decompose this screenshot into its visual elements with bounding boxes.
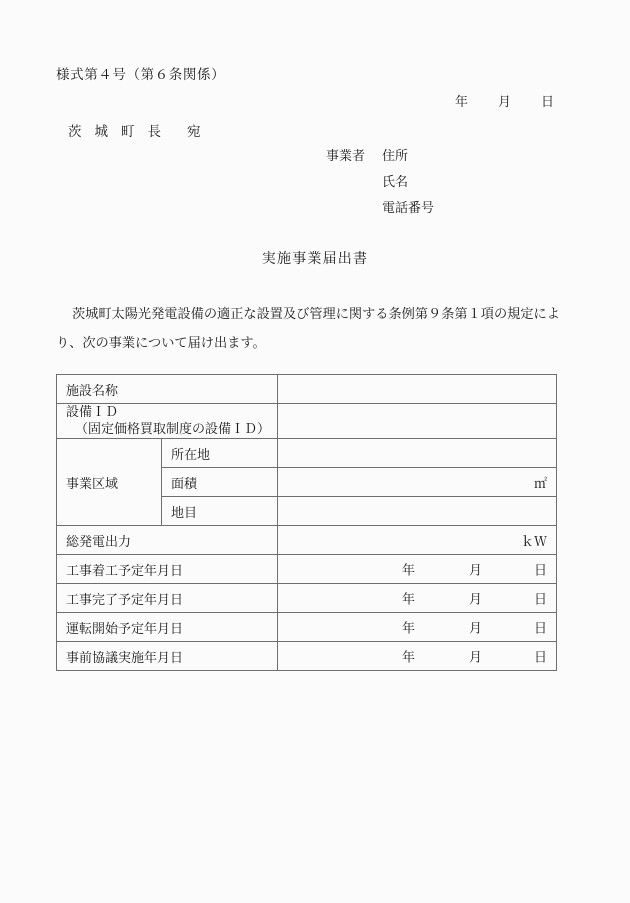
body-line-1: 茨城町太陽光発電設備の適正な設置及び管理に関する条例第９条第１項の規定により、 — [56, 307, 560, 351]
value-operation-start-date[interactable] — [278, 613, 557, 642]
prior-consultation-day-label: 日 — [534, 650, 548, 666]
addressee-char-2: 城 — [94, 124, 108, 140]
table-row-total-output — [57, 526, 557, 555]
value-prior-consultation-date[interactable] — [278, 642, 557, 671]
date-year-label: 年 — [455, 95, 469, 110]
operation-start-year-label: 年 — [402, 621, 416, 637]
value-equipment-id[interactable] — [278, 404, 557, 439]
label-land-category: 地目 — [162, 497, 278, 526]
label-construction-start-date: 工事着工予定年月日 — [57, 555, 278, 584]
label-equipment-id-line1: 設備ＩＤ — [66, 405, 119, 420]
operator-label: 事業者 — [326, 149, 366, 164]
construction-start-year-label: 年 — [402, 563, 416, 579]
operator-phone-label: 電話番号 — [382, 201, 435, 216]
body-paragraph — [56, 300, 568, 358]
prior-consultation-month-label: 月 — [469, 650, 483, 666]
label-total-output: 総発電出力 — [57, 526, 278, 555]
application-table — [56, 374, 557, 671]
form-number: 様式第４号（第６条関係） — [56, 67, 226, 83]
date-month-label: 月 — [498, 95, 512, 110]
body-line-2: 次の事業について届け出ます。 — [82, 336, 266, 351]
submission-date-line — [455, 91, 554, 110]
construction-start-day-label: 日 — [534, 563, 548, 579]
label-prior-consultation-date: 事前協議実施年月日 — [57, 642, 278, 671]
operator-phone-row — [326, 197, 434, 223]
value-facility-name[interactable] — [278, 375, 557, 404]
label-business-area: 事業区域 — [57, 439, 162, 526]
label-equipment-id-line2: （固定価格買取制度の設備ＩＤ） — [75, 422, 271, 437]
table-row-operation-start-date — [57, 613, 557, 642]
construction-end-day-label: 日 — [534, 592, 548, 608]
label-facility-name: 施設名称 — [57, 375, 278, 404]
value-area-size[interactable] — [278, 468, 557, 497]
value-area-location[interactable] — [278, 439, 557, 468]
document-title: 実施事業届出書 — [261, 251, 369, 267]
table-row-equipment-id — [57, 404, 557, 439]
operator-address-label: 住所 — [382, 149, 409, 164]
table-row-area-location — [57, 439, 557, 468]
addressee-char-4: 長 — [147, 124, 161, 140]
construction-start-month-label: 月 — [469, 563, 483, 579]
operator-name-label: 氏名 — [382, 175, 409, 190]
date-day-label: 日 — [541, 95, 555, 110]
value-construction-end-date[interactable] — [278, 584, 557, 613]
operator-name-row — [326, 171, 434, 197]
label-area-size: 面積 — [162, 468, 278, 497]
table-row-prior-consultation-date — [57, 642, 557, 671]
addressee-char-3: 町 — [121, 124, 135, 140]
value-land-category[interactable] — [278, 497, 557, 526]
addressee-suffix: 宛 — [187, 124, 201, 140]
label-operation-start-date: 運転開始予定年月日 — [57, 613, 278, 642]
unit-kilowatt: ｋＷ — [521, 534, 548, 550]
operation-start-day-label: 日 — [534, 621, 548, 637]
unit-square-meter: ㎡ — [534, 476, 548, 492]
label-construction-end-date: 工事完了予定年月日 — [57, 584, 278, 613]
operator-address-row — [326, 145, 434, 171]
construction-end-month-label: 月 — [469, 592, 483, 608]
addressee-char-1: 茨 — [68, 124, 82, 140]
label-area-location: 所在地 — [162, 439, 278, 468]
operation-start-month-label: 月 — [469, 621, 483, 637]
label-equipment-id — [57, 404, 278, 439]
value-total-output[interactable] — [278, 526, 557, 555]
operator-block — [326, 145, 434, 223]
addressee — [68, 120, 201, 140]
table-row-construction-start-date — [57, 555, 557, 584]
value-construction-start-date[interactable] — [278, 555, 557, 584]
construction-end-year-label: 年 — [402, 592, 416, 608]
table-row-facility-name — [57, 375, 557, 404]
table-row-construction-end-date — [57, 584, 557, 613]
prior-consultation-year-label: 年 — [402, 650, 416, 666]
